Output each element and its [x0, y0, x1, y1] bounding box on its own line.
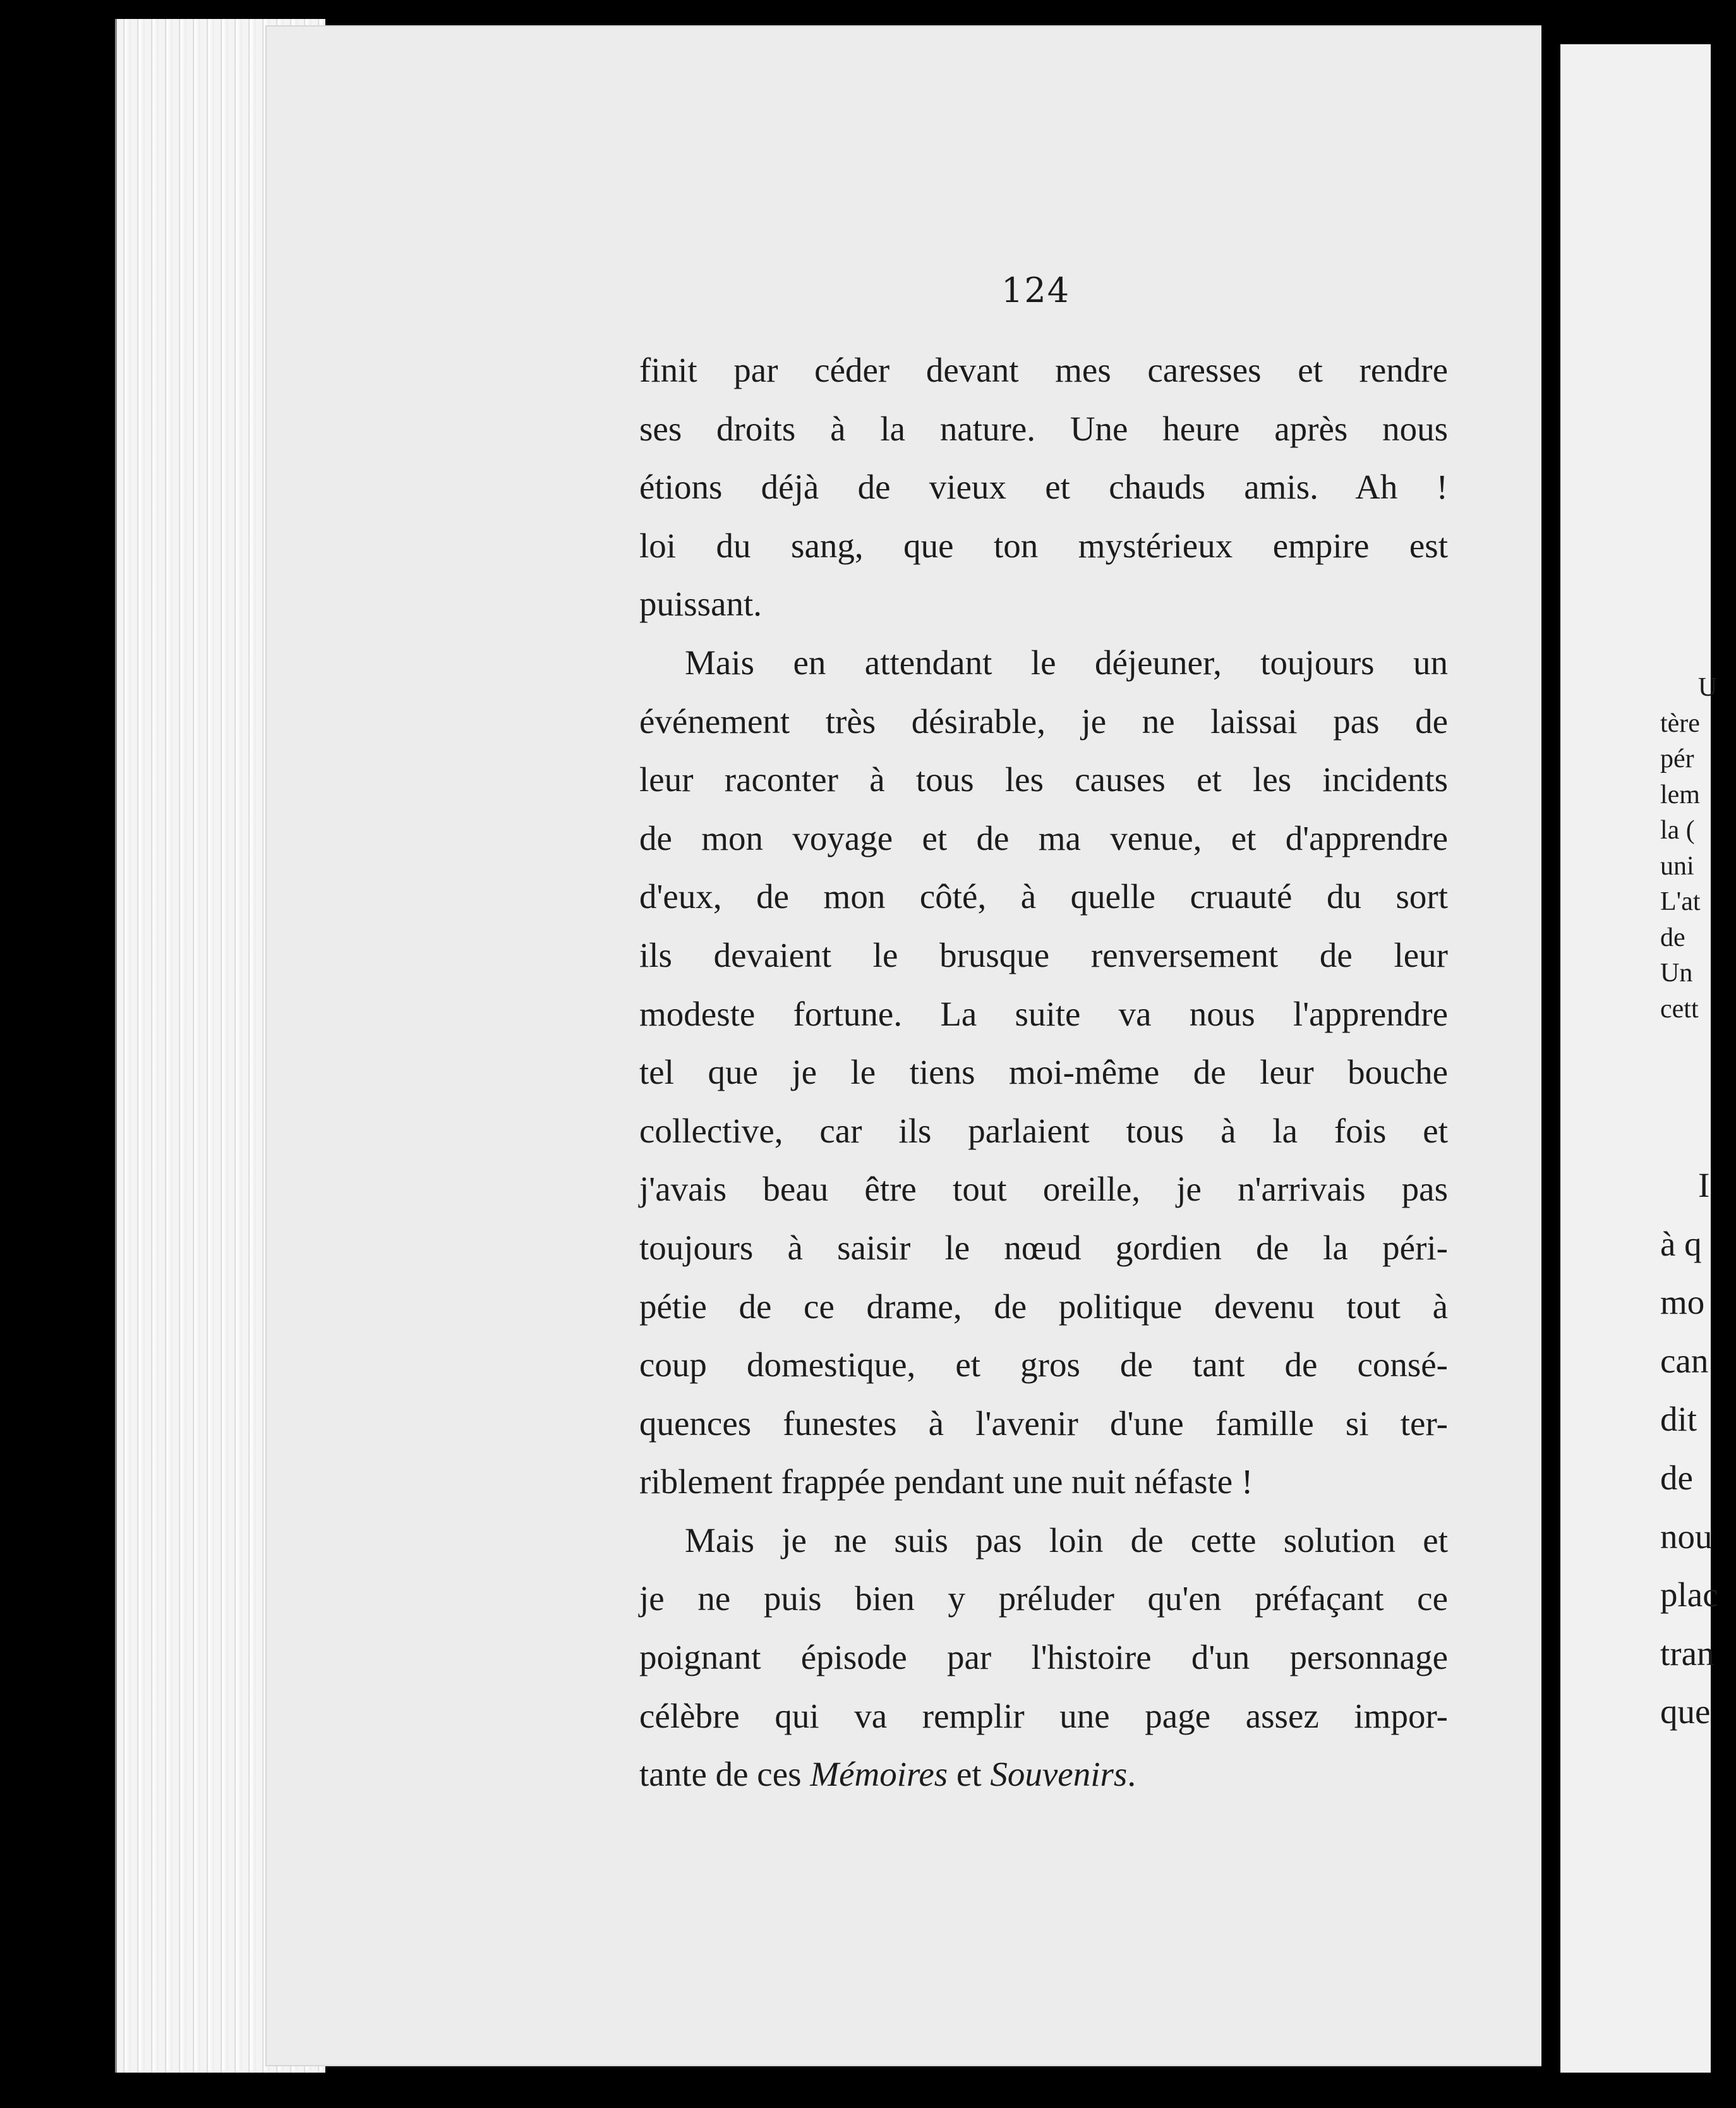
final-line-end: .: [1127, 1755, 1136, 1794]
text-line: célèbre qui va remplir une page assez impor-: [639, 1696, 1448, 1735]
title-souvenirs: Souvenirs: [990, 1755, 1128, 1794]
fragment: tran: [1660, 1633, 1715, 1673]
book-gutter: [1541, 25, 1560, 2066]
final-line-middle: et: [948, 1755, 991, 1794]
text-line: ils devaient le brusque renversement de leur: [639, 935, 1448, 974]
title-memoires: Mémoires: [810, 1755, 948, 1794]
fragment: nou: [1660, 1517, 1713, 1556]
text-line: puissant.: [639, 585, 763, 624]
paragraph-1: [639, 341, 1448, 634]
facing-page-small-text: [1660, 670, 1736, 1027]
fragment: plac: [1660, 1575, 1718, 1614]
paragraph-3: [639, 1511, 1448, 1804]
right-page: [1560, 44, 1711, 2073]
text-line: toujours à saisir le nœud gordien de la péri-: [639, 1228, 1448, 1267]
fragment: de: [1660, 1458, 1693, 1497]
fragment: can: [1660, 1341, 1709, 1380]
fragment: mo: [1660, 1283, 1705, 1322]
text-line: coup domestique, et gros de tant de consé-: [639, 1345, 1448, 1384]
fragment: lem: [1660, 780, 1700, 809]
page-number: 124: [1001, 270, 1071, 310]
fragment: tère: [1660, 708, 1700, 738]
fragment: L'at: [1660, 887, 1701, 916]
fragment: uni: [1660, 851, 1694, 881]
text-line: Mais je ne suis pas loin de cette solution et: [685, 1520, 1448, 1560]
final-text-line: [639, 1745, 1448, 1804]
fragment: I: [1698, 1166, 1710, 1204]
fragment: de: [1660, 923, 1685, 952]
text-line: ses droits à la nature. Une heure après nous: [639, 409, 1448, 448]
fragment: U: [1698, 673, 1718, 702]
text-line: collective, car ils parlaient tous à la fois et: [639, 1111, 1448, 1150]
paragraph-2: [639, 634, 1448, 1511]
fragment: pér: [1660, 744, 1694, 773]
body-text: [639, 341, 1448, 1804]
fragment: dit: [1660, 1400, 1697, 1439]
text-line: Mais en attendant le déjeuner, toujours un: [685, 643, 1448, 682]
final-line-start: tante de ces: [639, 1755, 811, 1794]
text-line: riblement frappée pendant une nuit néfaste !: [639, 1462, 1253, 1501]
text-line: je ne puis bien y préluder qu'en préfaçant ce: [639, 1579, 1448, 1618]
text-line: finit par céder devant mes caresses et rendre: [639, 351, 1448, 389]
fragment: que: [1660, 1692, 1711, 1731]
text-line: d'eux, de mon côté, à quelle cruauté du sort: [639, 877, 1448, 916]
text-line: étions déjà de vieux et chauds amis. Ah !: [639, 468, 1448, 507]
fragment: cett: [1660, 994, 1699, 1024]
facing-page-large-text: [1660, 1156, 1736, 1742]
text-line: j'avais beau être tout oreille, je n'arrivais pas: [639, 1170, 1448, 1209]
text-line: événement très désirable, je ne laissai pas de: [639, 701, 1448, 741]
text-line: de mon voyage et de ma venue, et d'apprendre: [639, 818, 1448, 857]
text-line: loi du sang, que ton mystérieux empire est: [639, 526, 1448, 565]
fragment: à q: [1660, 1224, 1702, 1263]
text-line: modeste fortune. La suite va nous l'apprendre: [639, 994, 1448, 1033]
fragment: Un: [1660, 959, 1693, 988]
fragment: la (: [1660, 816, 1695, 845]
text-line: tel que je le tiens moi-même de leur bouche: [639, 1053, 1448, 1092]
text-line: quences funestes à l'avenir d'une famille si ter-: [639, 1403, 1448, 1443]
text-line: pétie de ce drame, de politique devenu tout à: [639, 1287, 1448, 1326]
text-line: poignant épisode par l'histoire d'un personnage: [639, 1638, 1448, 1677]
text-line: leur raconter à tous les causes et les incidents: [639, 760, 1448, 799]
